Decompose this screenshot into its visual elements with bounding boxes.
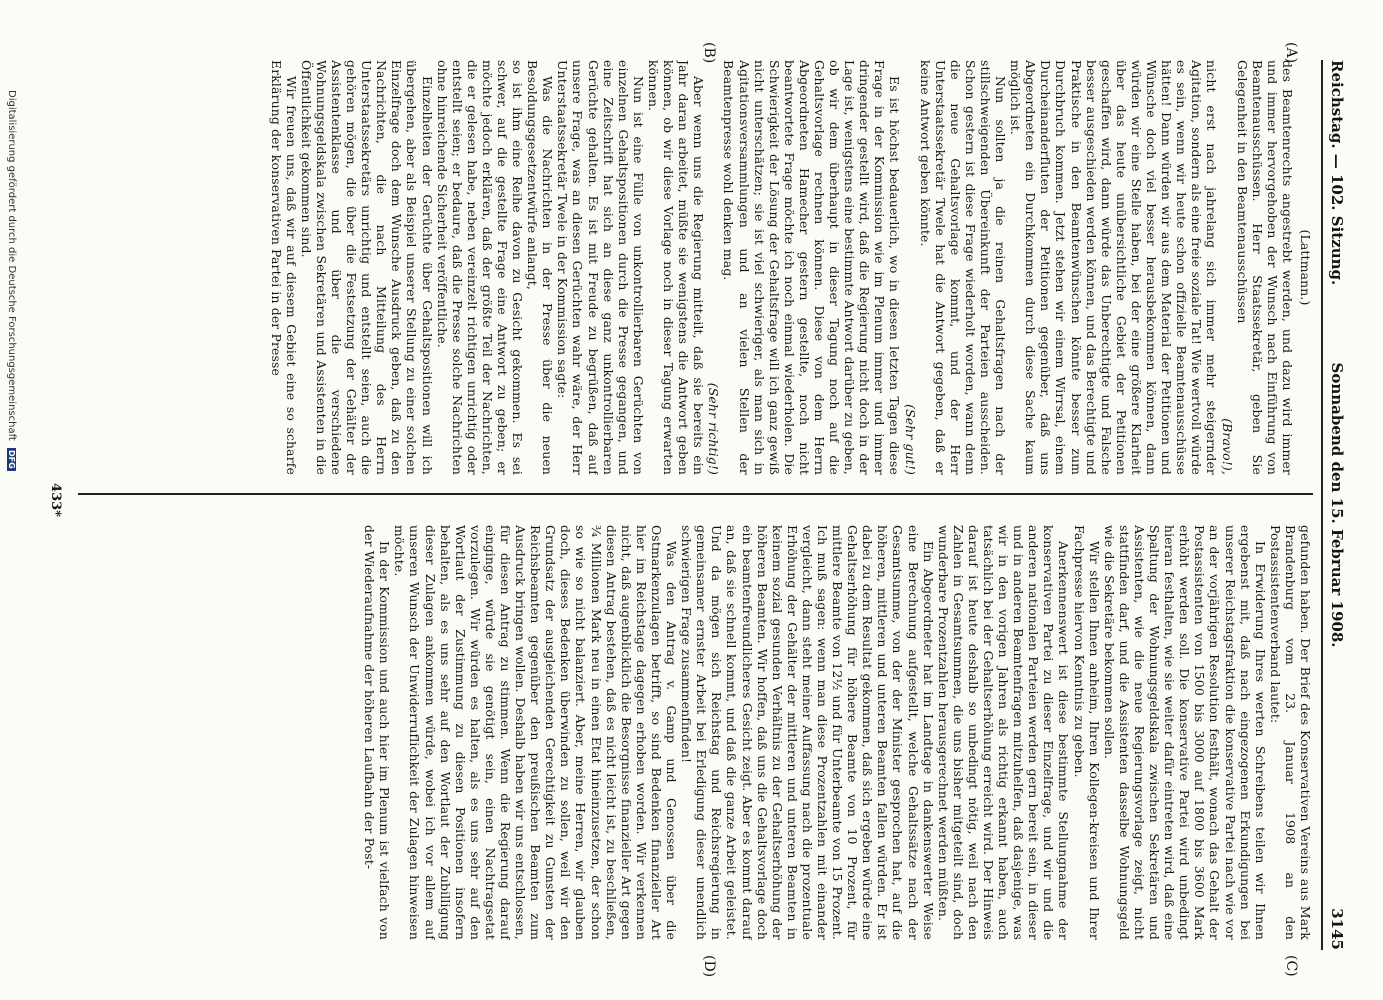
interjection: (Sehr gut!) [902,404,918,475]
paragraph: nicht erst nach jahrelang sich immer mehr steigernder Agitation, sondern als eine freie soziale Tat! Wie wertvoll würde es sein, wenn wir heute schon offizielle Beamtenausschüsse hätten! Dann würden wir aus dem Material der Petitionen und Wünsche doch viel besser herausbekommen können, dann würden wir eine Stelle haben, bei der eine größere Klarheit über das heute unübersichtliche Gebiet der Petitionen geschaffen wird, dann würde das Unberechtigte und Falsche besser ausgeschieden werden können, und das Berechtigte und Praktische in den Beamtenwünschen könnte besser zum Durchbruch kommen. Jetzt stehen wir einem Wirrsal, einem Durcheinanderfluten der Petitionen gegenüber, daß uns Abgeordneten ein Durchkommen durch diese Sache kaum möglich ist. [1008,60,1220,475]
margin-marker-a: (A) [1283,42,1299,64]
paragraph: Nun sollten ja die reinen Gehaltsfragen nach der stillschweigenden Übereinkunft der Parteien ausscheiden. Schon gestern ist diese Frage wiederholt worden, wann denn die neue Gehaltsvorlage kommt, und der Herr Unterstaatssekretär Twele hat die Antwort gegeben, daß er keine Antwort geben könnte. [917,60,1009,475]
quote-lead: Was die Nachrichten in der Presse über die neuen Besoldungsgesetzentwürfe anlangt, [525,60,556,475]
digitization-footer [6,90,17,890]
interjection: (Bravo!), [1219,418,1235,475]
interjection: (Sehr richtig!) [706,382,722,475]
paragraph: In der Kommission und auch hier im Plenum ist vielfach von der Wiederaufnahme der höheren Laufbahn der Post- [362,525,393,940]
left-column [78,60,1313,475]
column-divider [78,493,1313,495]
paragraph: Was den Antrag v. Gamp und Genossen über die Ostmarkenzulagen betrifft, so sind Bedenken finanzieller Art hier im Reichstage dagegen erhoben worden. Wir verkennen nicht, daß augenblicklich die Besorgnisse finanzieller Art gegen diesen Antrag bestehen, daß es nicht leicht ist, zu beschließen, ¾ Millionen Mark neu in einen Etat hineinzusetzen, der schon so wie so nicht balanziert. Aber, meine Herren, wir glauben doch, dieses Bedenken überwinden zu sollen, weil wir den Grundsatz der ausgleichenden Gerechtigkeit zu Gunsten der Reichsbeamten gegenüber den preußischen Beamten zum Ausdruck bringen wollen. Deshalb haben wir uns entschlossen, für diesen Antrag zu stimmen. Wenn die Regierung darauf einginge, würde sie genötigt sein, einen Nachtragsetat vorzulegen. Wir würden es halten, als es uns sehr auf den Wortlaut der Zustimmung zu diesen Positionen insofern behalten, als es uns sehr auf den Wortlaut der Zubilligung dieser Zulagen ankommen würde, wobei ich vor allem auf unseren Wunsch der Unwiderruflichkeit der Zulagen hinweisen möchte. [392,525,680,940]
paragraph: Es ist höchst bedauerlich, wo in diesen letzten Tagen diese Frage in der Kommission wie im Plenum immer und immer dringender gestellt wird, daß die Regierung nicht doch in der Lage ist, wenigstens eine bestimmte Antwort darüber zu geben, ob wir dem überhaupt in dieser Tagung noch auf die Gehaltsvorlage rechnen können. Diese von dem Herrn Abgeordneten Hamecher gestern gestellte, noch nicht beantwortete Frage möchte ich noch einmal wiederholen. Die Schwierigkeit der Lösung der Gehaltsfrage will ich ganz gewiß nicht unterschätzen; sie ist viel schwieriger, als man sich in Agitationsversammlungen und an vielen Stellen der Beamtenpresse wohl denken mag. [721,60,903,475]
header-page-number: 3145 [1328,908,1346,950]
paragraph: Anerkennenswert ist diese bestimmte Stellungnahme der konservativen Partei zu dieser Einzelfrage, und wir und die anderen nationalen Parteien werden gern bereit sein, in dieser und in anderen Beamtenfragen mitzuhelfen, daß dasjenige, was wir in den vorigen Jahren als richtig erkannt haben, auch tatsächlich bei der Gehaltserhöhung erreicht wird. Der Hinweis darauf ist heute deshalb so unbedingt nötig, weil nach den Zahlen in Gesamtsummen, die uns bisher mitgeteilt sind, doch wunderbare Prozentzahlen herausgerechnet werden müßten. [935,525,1072,940]
paragraph: so ist ihm eine Reihe davon zu Gesicht gekommen. Es sei schwer, auf die gestellte Frage eine Antwort zu geben; er möchte jedoch erklären, daß der größte Teil der Nachrichten, die er gelesen habe, neben vereinzelt richtigen unrichtig oder entstellt seien; er bedaure, daß die Presse solche Nachrichten ohne hinreichende Sicherheit veröffentliche. [434,60,526,475]
paragraph: gefunden haben. Der Brief des Konservativen Vereins aus Mark Brandenburg vom 23. Januar 1908 an den Postassistentenverband lautet: [1267,525,1313,940]
page-footer-number: 433* [48,483,63,517]
footer-text: Digitalisierung gefördert durch die Deutsche Forschungsgemeinschaft [6,90,17,441]
dfg-logo: DFG [7,450,17,469]
margin-marker-c: (C) [1283,955,1299,977]
paragraph: Einzelheiten der Gerüchte über Gehaltspositionen will ich übergehen, aber als Beispiel unserer Stellung zu einer solchen Einzelfrage doch dem Wunsche Ausdruck geben, daß zu den Nachrichten, die nach Mitteilung des Herrn Unterstaatssekretärs unrichtig und entstellt seien, auch die gehören mögen, die über die Festsetzung der Gehälter der Assistentenklasse und über die verschiedene Wohnungsgeldskala zwischen Sekretären und Assistenten in die Öffentlichkeit gekommen sind. [298,60,435,475]
margin-marker-b: (B) [701,42,717,64]
speaker-name: (Lattmann.) [1298,229,1313,306]
header-title: Reichstag. — 102. Sitzung. [1328,60,1346,286]
paragraph: Wir freuen uns, daß wir auf diesem Gebiet eine so scharfe Erklärung der konservativen Partei in der Presse [268,60,299,475]
paragraph: Aber wenn uns die Regierung mitteilt, daß sie bereits ein Jahr daran arbeitet, müßte sie wenigstens die Antwort geben können, ob wir diese Vorlage noch in dieser Tagung erwarten können. [645,60,707,475]
header-date: Sonnabend den 15. Februar 1908. [1328,362,1346,648]
right-column [78,525,1313,940]
quoted-letter: In Erwiderung Ihres werten Schreibens teilen wir Ihnen ergebenst mit, daß nach eingezogenen Erkundigungen bei unserer Reichstagsfraktion die konservative Partei nach wie vor an der vorjährigen Resolution festhält, wonach das Gehalt der Postassistenten von 1500 bis 3000 auf 1800 bis 3600 Mark erhöht werden soll. Die konservative Partei wird unbedingt hieran festhalten, wie sie weiter dafür eintreten wird, daß eine Spaltung der Wohnungsgeldskala zwischen Sekretären und Assistenten, wie die neue Regierungsvorlage zeigt, nicht stattfinden darf, und die Assistenten dasselbe Wohnungsgeld wie die Sekretäre bekommen sollen. [1101,525,1268,940]
quoted-letter: Wir stellen Ihnen anheim, Ihren Kollegen-kreisen und Ihrer Fachpresse hiervon Kenntnis zu geben. [1071,525,1102,940]
margin-marker-d: (D) [701,955,717,978]
page-header [1321,60,1353,950]
paragraph: Nun ist eine Fülle von unkontrollierbaren Gerüchten von einzelnen Gehaltspositionen durch die Presse gegangen, und eine Zeitschrift hat sich an diese ganz unkontrollierbaren Gerüchte gehalten. Es ist mit Freude zu begrüßen, daß auf unsere Frage, was an diesen Gerüchten wahr wäre, der Herr Unterstaatssekretär Twele in der Kommission sagte: [555,60,646,475]
paragraph: des Beamtenrechts angestrebt werden, und dazu wird immer und immer hervorgehoben der Wunsch nach Einführung von Beamtenausschüssen. Herr Staatssekretär, geben Sie Gelegenheit in den Beamtenausschüssen [1234,60,1295,475]
paragraph: Ein Abgeordneter hat im Landtage in dankenswerter Weise eine Berechnung aufgestellt, welche Gehaltssätze nach der Gesamtsumme, von der der Minister gesprochen hat, auf die höheren, mittleren und unteren Beamten fallen würden. Er ist dabei zu dem Resultat gekommen, daß sich ergeben würde eine Gehaltserhöhung für höhere Beamte von 10 Prozent, für mittlere Beamte von 12½ und für Unterbeamte von 15 Prozent. Ich muß sagen: wenn man diese Prozentzahlen mit einander vergleicht, dann steht meiner Auffassung nach die prozentuale Erhöhung der Gehälter der mittleren und unteren Beamten in keinem sozial gesunden Verhältnis zu der Gehaltserhöhung der höheren Beamten. Wir hoffen, daß uns die Gehaltsvorlage doch ein beamtenfreundlicheres Gesicht zeigt. Aber es kommt darauf an, daß sie schnell kommt, und daß die ganze Arbeit geleistet. Und da mögen sich Reichstag und Reichsregierung in gemeinsamer ernster Arbeit bei Erledigung dieser unendlich schwierigen Frage zusammenfinden! [679,525,936,940]
